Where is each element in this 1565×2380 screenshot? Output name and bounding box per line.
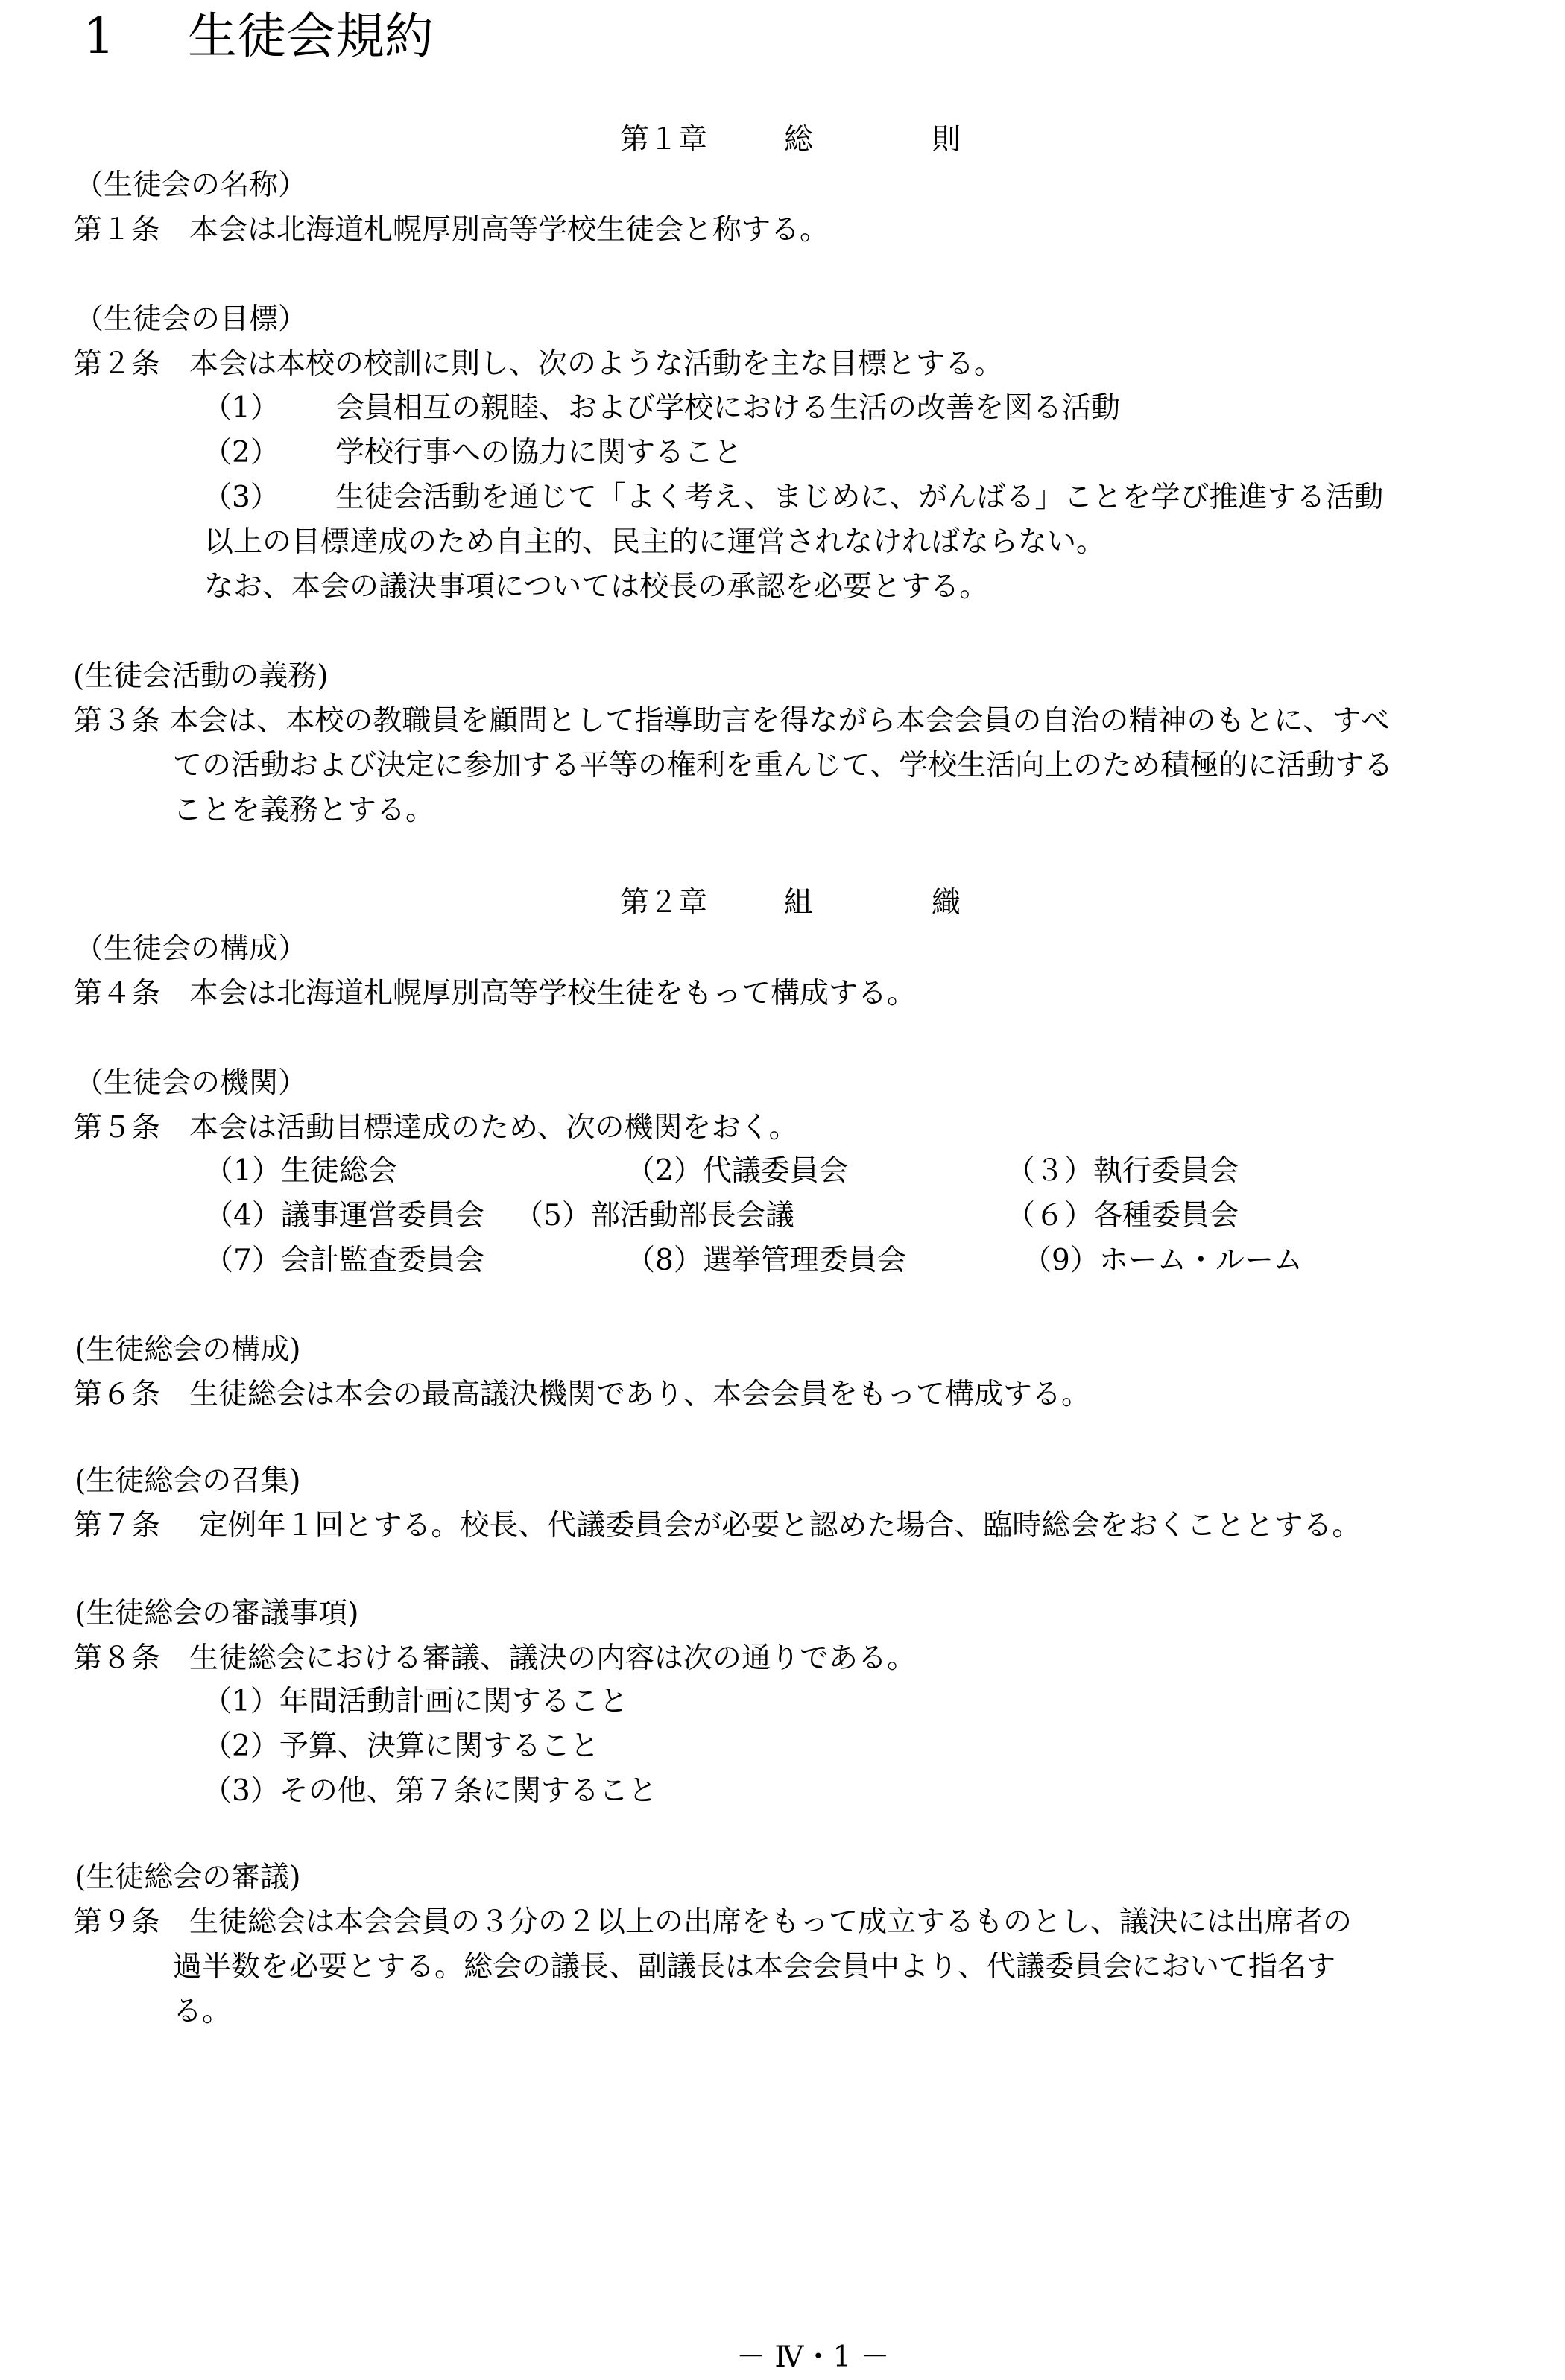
chapter1-label: 第１章 xyxy=(620,123,708,156)
page-number: － Ⅳ・1 － xyxy=(736,2341,890,2374)
chapter1-char1: 総 xyxy=(784,123,814,156)
page-title: 生徒会規約 xyxy=(188,7,434,65)
article8-item3: （3）その他、第７条に関すること xyxy=(203,1774,657,1808)
article9-heading: (生徒総会の審議) xyxy=(75,1861,301,1894)
organ-item-5: （5）部活動部長会議 xyxy=(514,1199,794,1232)
organ-item-2: （2）代議委員会 xyxy=(626,1154,848,1188)
article2-paragraph2: なお、本会の議決事項については校長の承認を必要とする。 xyxy=(204,570,989,604)
article8-text: 第８条 生徒総会における審議、議決の内容は次の通りである。 xyxy=(73,1642,917,1675)
article5-heading: （生徒会の機関） xyxy=(75,1066,308,1100)
article4-heading: （生徒会の構成） xyxy=(75,932,308,966)
organ-item-9: （9）ホーム・ルーム xyxy=(1022,1244,1303,1277)
article3-line2: ての活動および決定に参加する平等の権利を重んじて、学校生活向上のため積極的に活動する xyxy=(173,749,1394,782)
article8-heading: (生徒総会の審議事項) xyxy=(75,1597,359,1630)
article3-heading: (生徒会活動の義務) xyxy=(73,659,329,693)
article2-text: 第２条 本会は本校の校訓に則し、次のような活動を主な目標とする。 xyxy=(73,347,1004,381)
article1-text: 第１条 本会は北海道札幌厚別高等学校生徒会と称する。 xyxy=(73,213,829,247)
article9-line1: 第９条 生徒総会は本会会員の３分の２以上の出席をもって成立するものとし、議決には出席者の xyxy=(73,1905,1353,1939)
organ-item-6: （６）各種委員会 xyxy=(1006,1199,1239,1232)
article2-item2-num: （2） xyxy=(203,436,279,469)
article8-item1: （1）年間活動計画に関すること xyxy=(203,1685,628,1718)
organ-item-3: （３）執行委員会 xyxy=(1006,1154,1239,1188)
article2-item3-text: 生徒会活動を通じて「よく考え、まじめに、がんばる」ことを学び推進する活動 xyxy=(335,481,1384,514)
organ-item-8: （8）選挙管理委員会 xyxy=(626,1244,906,1277)
article5-text: 第５条 本会は活動目標達成のため、次の機関をおく。 xyxy=(73,1111,798,1145)
article4-text: 第４条 本会は北海道札幌厚別高等学校生徒をもって構成する。 xyxy=(73,977,917,1010)
organ-item-4: （4）議事運営委員会 xyxy=(204,1199,484,1232)
article3-line3: ことを義務とする。 xyxy=(173,794,435,827)
chapter1-char2: 則 xyxy=(932,123,961,156)
article6-text: 第６条 生徒総会は本会の最高議決機関であり、本会会員をもって構成する。 xyxy=(73,1378,1091,1411)
article2-item2-text: 学校行事への協力に関すること xyxy=(335,436,743,469)
article2-item1-num: （1） xyxy=(203,391,279,425)
organ-item-7: （7）会計監査委員会 xyxy=(204,1244,484,1277)
article9-line2: 過半数を必要とする。総会の議長、副議長は本会会員中より、代議委員会において指名す xyxy=(173,1950,1336,1984)
article7-heading: (生徒総会の召集) xyxy=(75,1464,301,1498)
chapter2-char2: 織 xyxy=(932,886,961,920)
article6-heading: (生徒総会の構成) xyxy=(75,1333,301,1367)
article1-heading: （生徒会の名称） xyxy=(75,168,308,202)
chapter2-char1: 組 xyxy=(784,886,814,920)
article2-heading: （生徒会の目標） xyxy=(75,303,308,336)
chapter2-label: 第２章 xyxy=(620,886,708,920)
article2-item1-text: 会員相互の親睦、および学校における生活の改善を図る活動 xyxy=(335,391,1121,425)
article7-text: 第７条 定例年１回とする。校長、代議委員会が必要と認めた場合、臨時総会をおくこととする。 xyxy=(73,1509,1362,1542)
article2-item3-num: （3） xyxy=(203,481,279,514)
article2-paragraph1: 以上の目標達成のため自主的、民主的に運営されなければならない。 xyxy=(204,525,1106,559)
article8-item2: （2）予算、決算に関すること xyxy=(203,1729,599,1763)
organ-item-1: （1）生徒総会 xyxy=(204,1154,397,1188)
article9-line3: る。 xyxy=(173,1995,232,2028)
article3-line1: 第３条 本会は、本校の教職員を顧問として指導助言を得ながら本会会員の自治の精神のもとに、すべ xyxy=(73,704,1390,738)
title-number: 1 xyxy=(83,7,115,65)
